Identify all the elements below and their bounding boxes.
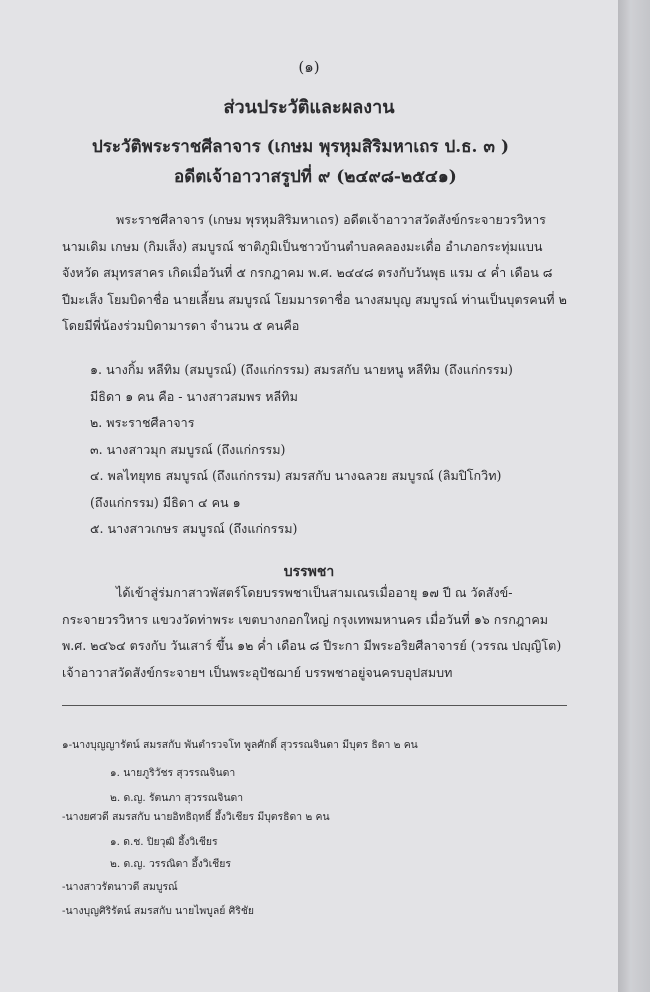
- intro-line: โดยมีพี่น้องร่วมบิดามารดา จำนวน ๕ คนคือ: [62, 318, 300, 333]
- footnote-line: ๑-นางบุญญารัตน์ สมรสกับ พันตำรวจโท พูลศักดิ์ สุวรรณจินดา มีบุตร ธิดา ๒ คน: [62, 739, 418, 751]
- biography-title: [92, 132, 509, 192]
- sibling-item: ๔. พลไทยุทธ สมบูรณ์ (ถึงแก่กรรม) สมรสกับ นางฉลวย สมบูรณ์ (ลิมปิโกวิท): [90, 468, 502, 483]
- sibling-item: ๑. นางกิ้ม หลีทิม (สมบูรณ์) (ถึงแก่กรรม) สมรสกับ นายหนู หลีทิม (ถึงแก่กรรม): [90, 362, 513, 377]
- footnote-line: -นางยศวดี สมรสกับ นายอิทธิฤทธิ์ อึ้งวิเชียร มีบุตรธิดา ๒ คน: [62, 811, 330, 823]
- footnote-divider: [62, 705, 567, 706]
- ordination-line: พ.ศ. ๒๔๖๔ ตรงกับ วันเสาร์ ขึ้น ๑๒ ค่ำ เดือน ๘ ปีระกา มีพระอริยศีลาจารย์ (วรรณ ปญฺญิโต): [62, 638, 562, 653]
- footnote-line: ๑. ด.ช. ปิยวุฒิ อึ้งวิเชียร: [110, 836, 218, 848]
- ordination-heading: บรรพชา: [283, 564, 335, 580]
- sibling-item: ๕. นางสาวเกษร สมบูรณ์ (ถึงแก่กรรม): [90, 521, 298, 536]
- ordination-paragraph: [62, 580, 562, 686]
- footnote-line: -นางสาวรัตนาวดี สมบูรณ์: [62, 881, 178, 893]
- footnote-line: -นางบุญศิริรัตน์ สมรสกับ นายไพบูลย์ ศิริชัย: [62, 905, 254, 917]
- footnote-line: ๒. ด.ญ. รัตนภา สุวรรณจินดา: [110, 792, 244, 804]
- intro-line: ปีมะเส็ง โยมบิดาชื่อ นายเลี้ยน สมบูรณ์ โยมมารดาชื่อ นางสมบุญ สมบูรณ์ ท่านเป็นบุตรคนที่ ๒: [62, 291, 567, 307]
- biography-title-line-2: อดีตเจ้าอาวาสรูปที่ ๙ (๒๔๙๘-๒๕๔๑): [174, 167, 457, 187]
- ordination-line: ได้เข้าสู่ร่มกาสาวพัสตร์โดยบรรพชาเป็นสามเณรเมื่ออายุ ๑๗ ปี ณ วัดสังข์-: [116, 585, 513, 600]
- biography-title-line-1: ประวัติพระราชศีลาจาร (เกษม พุรหุมสิริมหาเถร ป.ธ. ๓ ): [92, 137, 509, 157]
- intro-line: นามเดิม เกษม (กิมเส็ง) สมบูรณ์ ชาติภูมิเป็นชาวบ้านตำบลคลองมะเดื่อ อำเภอกระทุ่มแบน: [62, 238, 543, 254]
- intro-paragraph: [62, 207, 567, 340]
- page-number: (๑): [298, 58, 320, 76]
- footnote-line: ๒. ด.ญ. วรรณิดา อึ้งวิเชียร: [110, 858, 231, 870]
- ordination-line: กระจายวรวิหาร แขวงวัดท่าพระ เขตบางกอกใหญ่ กรุงเทพมหานคร เมื่อวันที่ ๑๖ กรกฎาคม: [62, 611, 549, 627]
- footnote-line: ๑. นายภูริวัชร สุวรรณจินดา: [110, 767, 236, 779]
- ordination-line: เจ้าอาวาสวัดสังข์กระจายฯ เป็นพระอุปัชฌาย์ บรรพชาอยู่จนครบอุปสมบท: [62, 664, 453, 680]
- intro-line: จังหวัด สมุทรสาคร เกิดเมื่อวันที่ ๕ กรกฎาคม พ.ศ. ๒๔๔๘ ตรงกับวันพุธ แรม ๔ ค่ำ เดือน ๘: [62, 265, 553, 280]
- intro-line: พระราชศีลาจาร (เกษม พุรหุมสิริมหาเถร) อดีตเจ้าอาวาสวัดสังข์กระจายวรวิหาร: [116, 212, 546, 227]
- sibling-item: ๒. พระราชศีลาจาร: [90, 415, 195, 430]
- sibling-item-continuation: มีธิดา ๑ คน คือ - นางสาวสมพร หลีทิม: [90, 388, 298, 404]
- section-title: ส่วนประวัติและผลงาน: [223, 97, 395, 118]
- siblings-list: [90, 357, 513, 543]
- sibling-item-continuation: (ถึงแก่กรรม) มีธิดา ๔ คน ๑: [90, 494, 241, 510]
- page-edge-shadow: [618, 0, 650, 992]
- sibling-item: ๓. นางสาวมุก สมบูรณ์ (ถึงแก่กรรม): [90, 441, 286, 457]
